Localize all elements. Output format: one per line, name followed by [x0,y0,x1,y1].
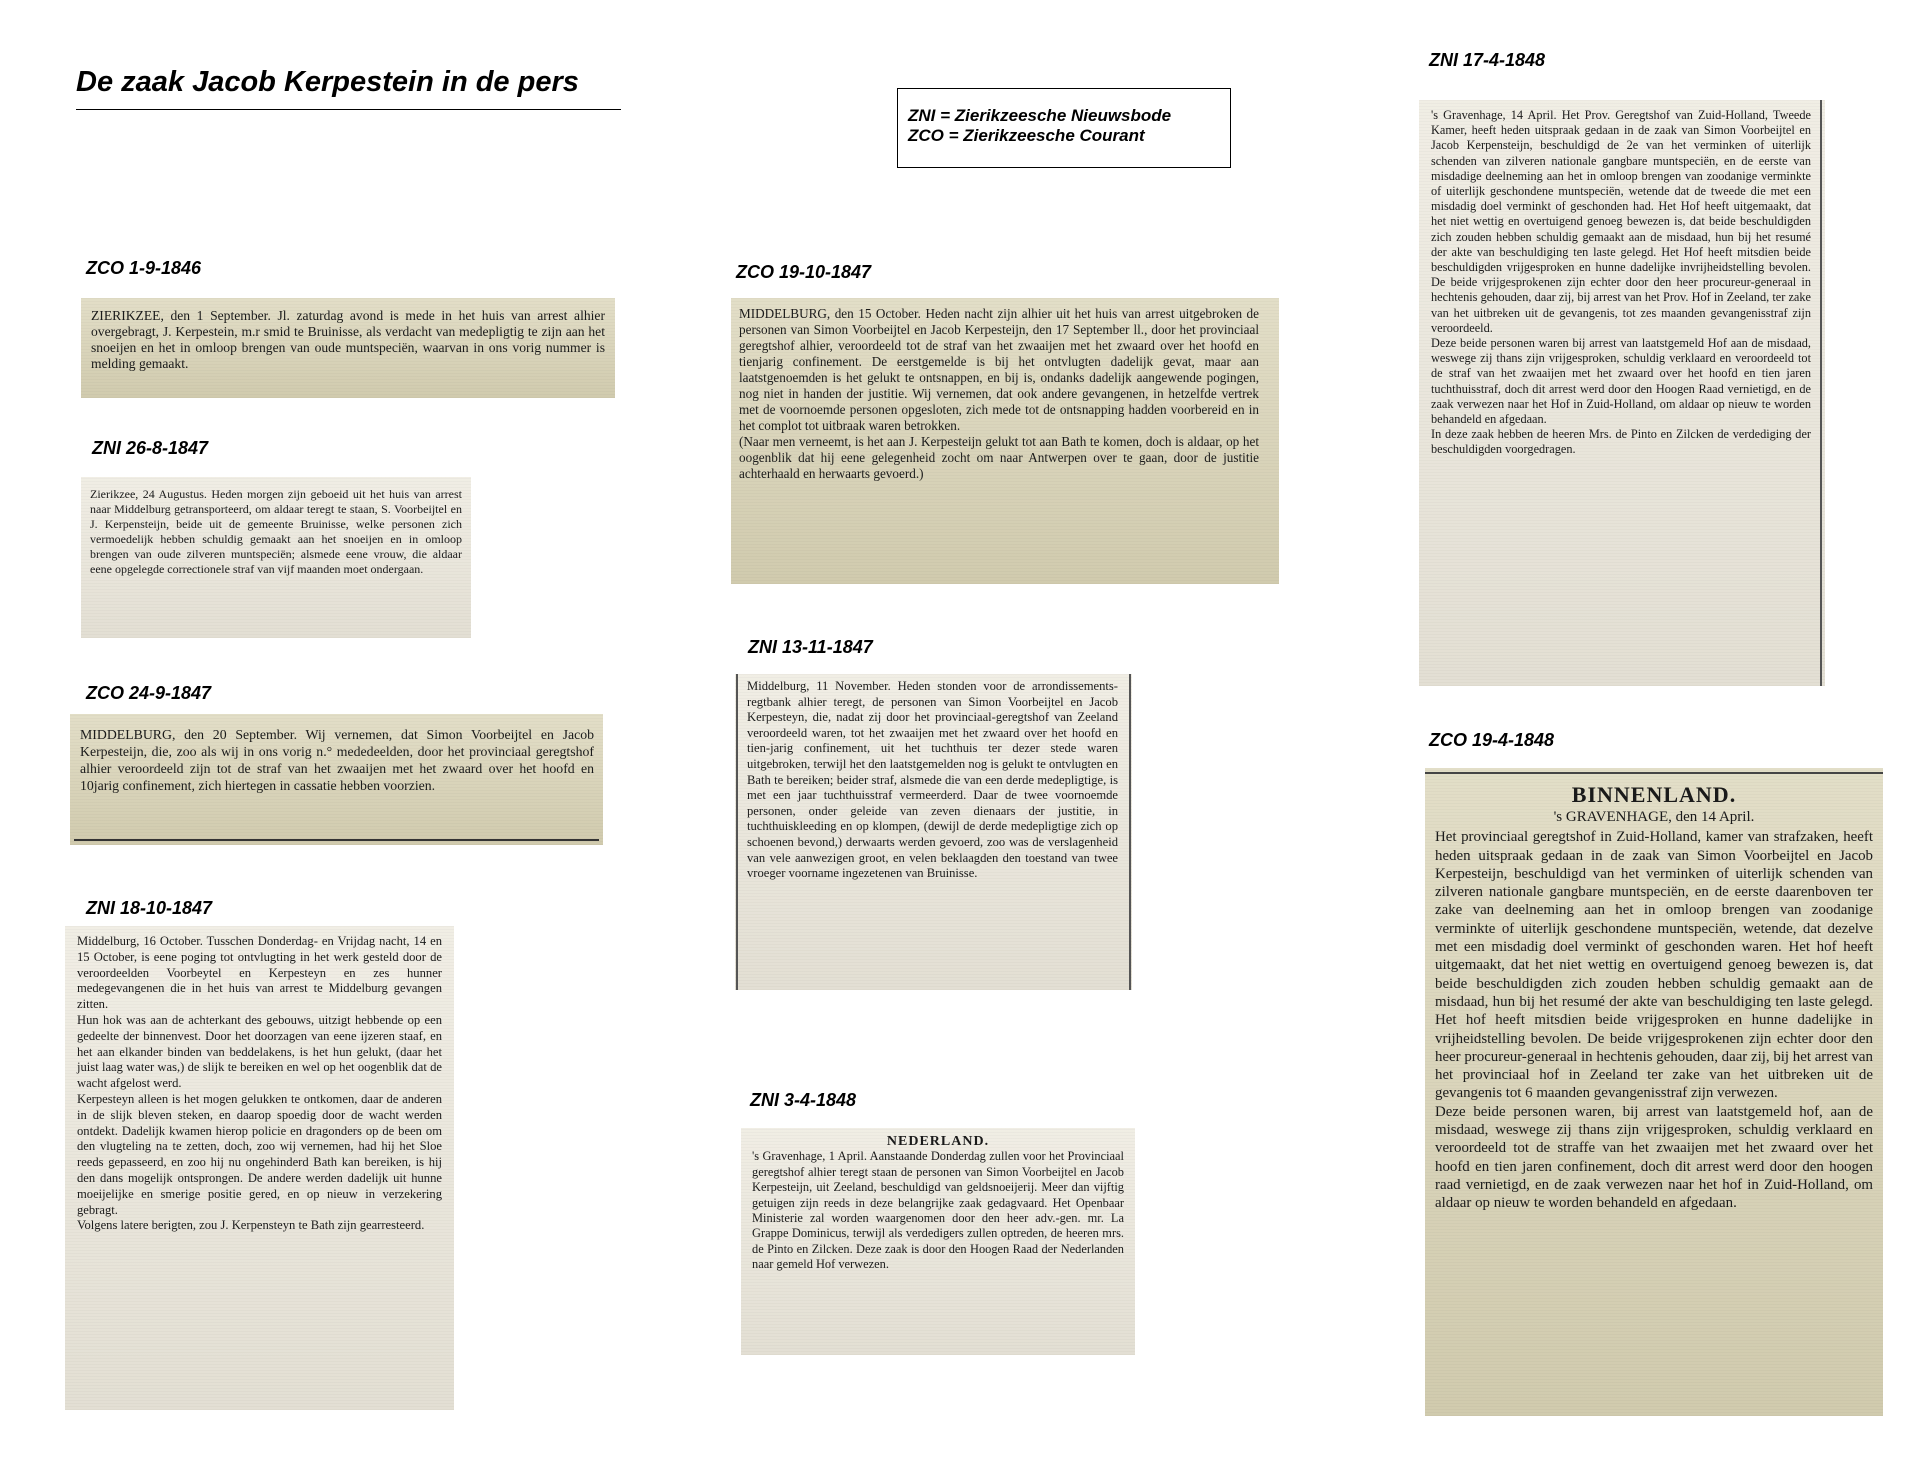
clipping-label-zni-17-4-1848: ZNI 17-4-1848 [1429,50,1546,70]
clipping-heading: BINNENLAND. [1571,782,1737,807]
clipping-zni-17-4-1848 [1419,100,1825,686]
clipping-label-zni-13-11-1847: ZNI 13-11-1847 [748,637,873,657]
clipping-paragraph-1: MIDDELBURG, den 15 October. Heden nacht zijn alhier uit het huis van arrest uitgebroken de personen van Simon Voorbeijtel en Jacob Kerpesteijn, den 17 September ll., door het provinciaal geregtshof alhier, veroordeeld tot de straf van het zwaaijen met het zwaard over het hoofd en tienjarig confinement. De eerstgemelde is bij het ontvlugten dadelijk gevat, maar aan laatstgenoemden is het gelukt te ontsnappen, en bij is, ondanks dadelijk aangewende pogingen, nog niet in handen der justitie. Wij vernemen, dat ook andere gevangenen, in hetzelfde vertrek met de voornoemde personen opgesloten, zich mede tot de ontsnapping hadden voorbereid en in het complot tot uitbraak waren betrokken. [739,306,1259,433]
clipping-label-zni-3-4-1848: ZNI 3-4-1848 [750,1090,857,1110]
legend-line-zni: ZNI = Zierikzeesche Nieuwsbode [908,106,1172,125]
clipping-subheading: 's GRAVENHAGE, den 14 April. [1553,809,1755,825]
column-rule-right [1820,100,1822,686]
clipping-paragraph-4: Volgens latere berigten, zou J. Kerpensteyn te Bath zijn gearresteerd. [77,1218,425,1233]
clipping-label-zni-26-8-1847: ZNI 26-8-1847 [92,438,209,458]
clipping-text: Zierikzee, 24 Augustus. Heden morgen zijn geboeid uit het huis van arrest naar Middelburg getransporteerd, om aldaar teregt te staan, S. Voorbeijtel en J. Kerpensteijn, beide uit de gemeente Bruinisse, welke personen zich vermoedelijk hebben schuldig gemaakt aan het snoeijen en in omloop brengen van oude zilveren muntspeciën; alsmede eene vrouw, die aldaar eene opgelegde correctionele straf van vijf maanden moet ondergaan. [90,487,462,576]
column-rule-left [736,674,738,990]
clipping-paragraph-2: Hun hok was aan de achterkant des gebouws, uitzigt hebbende op een gedeelte der binnenvest. Door het doorzagen van eene ijzeren staaf, en het aan elkander binden van beddelakens, is het hun gelukt, (daar het juist laag water was,) de slijk te bereiken en wel op het oogenblik dat de wacht afgelost werd. [77,1012,442,1091]
column-rule-right [1129,674,1131,990]
clipping-zco-1-9-1846 [81,298,615,398]
clipping-paragraph-2: Deze beide personen waren, bij arrest van laatstgemeld hof, aan de misdaad, weswege zij thans zijn vrijgesproken, schuldig verklaard en veroordeeld tot de straffe van het zwaaijen met het zwaard over het hoofd en tien jaren confinement, doch dit arrest werd door den hoogen raad vernietigd, en de zaak verwezen naar het hof in Zuid-Holland, om aldaar op nieuw te worden behandeld en afgedaan. [1435,1103,1873,1212]
clipping-zco-19-4-1848 [1425,768,1883,1416]
legend-line-zco: ZCO = Zierikzeesche Courant [908,126,1145,145]
clipping-zco-19-10-1847 [731,298,1279,584]
clipping-paragraph-2: (Naar men verneemt, is het aan J. Kerpesteijn gelukt tot aan Bath te komen, doch is aldaar, op het oogenblik dat hij eene gelegenheid zocht om naar Antwerpen over te gaan, door de justitie achterhaald en herwaarts gevoerd.) [739,434,1259,481]
clipping-text: Middelburg, 11 November. Heden stonden voor de arrondissements-regtbank alhier teregt, de personen van Simon Voorbeijtel en Jacob Kerpesteyn, die, nadat zij door het provinciaal-geregtshof van Zeeland veroordeeld waren, tot het zwaaijen met het zwaard over het hoofd en tien-jarig confinement, uit het tuchthuis ter dezer stede waren uitgebroken, terwijl het den laatstgemelden nog is gelukt te ontvlugten en Bath te bereiken; beider straf, alsmede die van een derde medepligtige, is met een jaar tuchthuisstraf vermeerderd. Daar de twee voornoemde personen, onder geleide van zeven dienaars der justitie, in tuchthuiskleeding en op klompen, (dewijl de derde medepligtige zich op schoenen bevond,) derwaarts werden gevoerd, zoo was de verslagenheid van vele aanwezigen groot, en velen beklaagden den toestand van twee vroeger voorname ingezetenen van Bruinisse. [747,679,1118,881]
clipping-label-zni-18-10-1847: ZNI 18-10-1847 [86,898,213,918]
clipping-zni-18-10-1847 [65,926,454,1410]
clipping-zco-24-9-1847 [70,714,603,845]
clipping-paragraph-1: 's Gravenhage, 14 April. Het Prov. Geregtshof van Zuid-Holland, Tweede Kamer, heeft heden uitspraak gedaan in de zaak van Simon Voorbeijtel en Jacob Kerpensteijn, beschuldigd de 2e van het verminken of uiterlijk schenden van zilveren nationale gangbare muntspeciën, en de eerste van misdadige deelneming aan het in omloop brengen van zoodanige verminkte of uiterlijk geschondene muntspeciën, wetende dat de tweede die met een misdadig doel verminkt of geschonden had. Het Hof heeft uitgemaakt, dat het niet wettig en overtuigend genoeg bewezen is, dat beide beschuldigden zich zouden hebben schuldig gemaakt aan de misdaad, hun bij het resumé der akte van beschuldiging ten laste gelegd. Het Hof heeft mitsdien beide beschuldigden vrijgesproken en hunne dadelijke invrijheidstelling bevolen. De beide vrijgesprokenen zijn echter door den heer procureur-generaal in hechtenis gehouden, daar zij, bij arrest van het Prov. Hof in Zeeland, ter zake van het uitbreken uit de gevangenis, tot zes maanden gevangenisstraf zijn veroordeeld. [1431,108,1811,335]
clipping-zni-3-4-1848 [741,1128,1135,1355]
clipping-paragraph-2: Deze beide personen waren bij arrest van laatstgemeld Hof aan de misdaad, weswege zij thans zijn vrijgesproken, schuldig verklaard en veroordeeld tot de straf van het zwaaijen met het zwaard over het hoofd en tien jaren tuchthuisstraf, doch dit arrest werd door den Hoogen Raad vernietigd, en de zaak verwezen naar het Hof in Zuid-Holland, om aldaar op nieuw te worden behandeld en afgedaan. [1431,336,1811,427]
abbreviation-legend [897,88,1231,168]
clipping-label-zco-24-9-1847: ZCO 24-9-1847 [86,683,212,703]
clipping-heading: NEDERLAND. [886,1134,990,1149]
clipping-label-zco-19-10-1847: ZCO 19-10-1847 [736,262,872,282]
page-title: De zaak Jacob Kerpestein in de pers [76,66,621,110]
clipping-paragraph-3: Kerpesteyn alleen is het mogen gelukken te ontkomen, daar de anderen in de slijk bleven steken, en daarop spoedig door de wacht werden ontdekt. Dadelijk kwamen hierop policie en dragonders op de been om den vlugteling na te zetten, doch, zoo wij vernemen, had hij het Sloe reeds gepasseerd, en zoo hij nu ongehinderd Bath kan bereiken, is hij den dans mogelijk ontsprongen. De andere werden dadelijk uit hunne moeijelijke en smerige positie gered, en op nieuw in verzekering gebragt. [77,1091,442,1217]
clipping-zni-13-11-1847 [735,674,1132,990]
clipping-paragraph-1: Het provinciaal geregtshof in Zuid-Holland, kamer van strafzaken, heeft heden uitspraak gedaan in de zaak van Simon Voorbeijtel en Jacob Kerpesteijn, beschuldigd van het verminken of uiterlijk schenden van zilveren nationale gangbare muntspeciën, en de eerste daarenboven ter zake van deelneming aan het in omloop brengen van zoodanige verminkte of uiterlijk geschondene muntspeciën, wetende, dat dezelve met een misdadig doel verminkt of geschonden waren. Het hof heeft uitgemaakt, dat het niet wettig en overtuigend genoeg bewezen is, dat beide beschuldigden zich zouden hebben schuldig gemaakt aan de misdaad, hun bij het resumé der akte van beschuldiging ten laste gelegd. Het hof heeft mitsdien beide vrijgesproken en hunne dadelijke in vrijheidstelling bevolen. De beide vrijgesprokenen zijn echter door den heer procureur-generaal in hechtenis gehouden, daar zij, bij het arrest van het provinciaal hof in Zeeland ter zake van het uitbreken uit de gevangenis tot 6 maanden gevangenisstraf zijn verwezen. [1435,829,1873,1102]
clipping-bottom-rule [74,839,599,841]
clipping-paragraph-1: Middelburg, 16 October. Tusschen Donderdag- en Vrijdag nacht, 14 en 15 October, is eene poging tot ontvlugting in het werk gesteld door de veroordeelden Voorbeytel en Kerpesteyn en zes hunner medegevangenen die in het huis van arrest te Middelburg gevangen zitten. [77,934,442,1012]
clipping-paragraph-3: In deze zaak hebben de heeren Mrs. de Pinto en Zilcken de verdediging der beschuldigden voorgedragen. [1431,427,1811,457]
clipping-text: ZIERIKZEE, den 1 September. Jl. zaturdag avond is mede in het huis van arrest alhier overgebragt, J. Kerpestein, m.r smid te Bruinisse, als verdacht van medepligtig te zijn aan het snoeijen en het in omloop brengen van oude muntspeciën, waarvan in ons vorig nummer is melding gemaakt. [91,308,605,371]
clipping-top-rule [1425,772,1883,774]
clipping-text: 's Gravenhage, 1 April. Aanstaande Donderdag zullen voor het Provinciaal geregtshof alhier teregt staan de personen van Simon Voorbeijtel en Jacob Kerpesteijn, uit Zeeland, beschuldigd van geldsnoeijerij. Meer dan vijftig getuigen zijn reeds in deze belangrijke zaak gedagvaard. Het Openbaar Ministerie zal worden waargenomen door den heer adv.-gen. mr. La Grappe Dominicus, terwijl als verdedigers zullen optreden, de heeren mrs. de Pinto en Zilcken. Deze zaak is door den Hoogen Raad der Nederlanden naar gemeld Hof verwezen. [752,1149,1124,1272]
clipping-text: MIDDELBURG, den 20 September. Wij vernemen, dat Simon Voorbeijtel en Jacob Kerpesteijn, die, zoo als wij in ons vorig n.° mededeelden, door het provinciaal geregtshof alhier veroordeeld zijn tot de straf van het zwaaijen met het zwaard over het hoofd en 10jarig confinement, zich hiertegen in cassatie hebben voorzien. [80,727,594,793]
clipping-label-zco-19-4-1848: ZCO 19-4-1848 [1429,730,1555,750]
clipping-zni-26-8-1847 [81,477,471,638]
clipping-label-zco-1-9-1846: ZCO 1-9-1846 [86,258,202,278]
